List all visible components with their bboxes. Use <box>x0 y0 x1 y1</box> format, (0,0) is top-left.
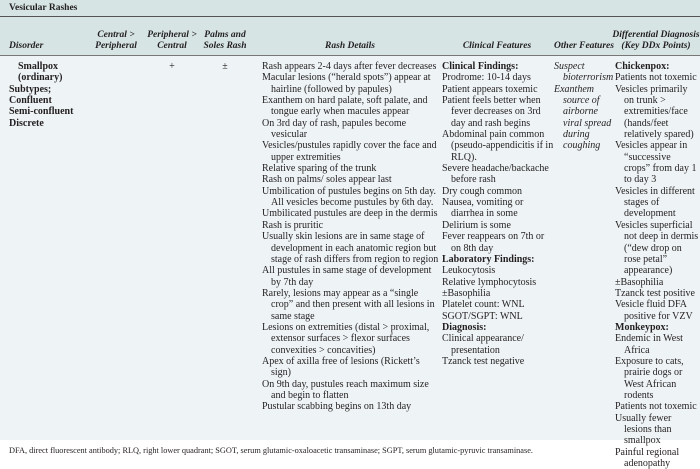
cell-line: Vesicles primarily on trunk > extremities/face (hands/feet relatively spared) <box>615 83 694 141</box>
cell-line: Diagnosis: <box>442 321 487 333</box>
header-rash-details: Rash Details <box>325 41 375 51</box>
clinical-features-cell <box>442 61 554 367</box>
cell-line: Rarely, lesions may appear as a “single crop” and then present with all lesions in same stage <box>262 287 435 322</box>
cell-line: Semi-confluent <box>9 106 74 118</box>
table-title-bar <box>0 0 700 17</box>
cell-line: Dry cough common <box>442 185 522 197</box>
cell-line: Rash is pruritic <box>262 219 324 231</box>
cell-line: Patient appears toxemic <box>442 83 538 95</box>
header-palms: Palms and Soles Rash <box>203 30 247 51</box>
cell-line: Confluent <box>9 95 52 107</box>
cell-line: Smallpox (ordinary) <box>18 61 63 84</box>
cell-line: Monkeypox: <box>615 321 669 333</box>
rash-details-cell <box>262 61 442 413</box>
cell-line: Relative lymphocytosis <box>442 276 537 288</box>
cell-line: Tzanck test positive <box>615 287 695 299</box>
cell-line: ±Basophilia <box>615 276 664 288</box>
cell-line: Macular lesions (“herald spots”) appear at hairline (followed by papules) <box>262 72 431 95</box>
cell-line: Fever reappears on 7th or on 8th day <box>442 231 545 254</box>
cell-line: Exanthem on hard palate, soft palate, and tongue early when macules appear <box>262 95 428 118</box>
disorder-cell <box>9 61 89 129</box>
cell-line: Platelet count: WNL <box>442 299 525 311</box>
cell-line: Vesicles/pustules rapidly cover the face and upper extremities <box>262 140 437 163</box>
cell-line: Vesicles in different stages of development <box>615 185 695 220</box>
palms-cell: ± <box>222 61 228 72</box>
cell-line: Pustular scabbing begins on 13th day <box>262 401 412 413</box>
cell-line: Umbilication of pustules begins on 5th day. All vesicles become pustules by 6th day. <box>262 185 437 209</box>
header-disorder: Disorder <box>9 41 44 51</box>
cell-line: Apex of axilla free of lesions (Rickett’s sign) <box>262 355 420 379</box>
header-ddx: Differential Diagnosis (Key DDx Points) <box>612 30 700 51</box>
cell-line: Painful regional adenopathy <box>615 446 680 469</box>
cell-line: Prodrome: 10-14 days <box>442 72 531 84</box>
cell-line: Severe headache/backache before rash <box>442 163 549 186</box>
cell-line: On 3rd day of rash, papules become vesicular <box>262 117 407 141</box>
cell-line: Patients not toxemic <box>615 72 697 84</box>
cell-line: Vesicle fluid DFA positive for VZV <box>615 299 693 322</box>
cell-line: Clinical appearance/ presentation <box>442 333 524 356</box>
cell-line: Usually fewer lesions than smallpox <box>615 412 672 447</box>
cell-line: Abdominal pain common (pseudo-appendicitis if in RLQ). <box>442 129 554 163</box>
cell-line: ±Basophilia <box>442 287 491 299</box>
cell-line: Discrete <box>9 117 44 129</box>
cell-line: All pustules in same stage of development by 7th day <box>262 265 432 288</box>
cell-line: Usually skin lesions are in same stage of development in each anatomic region but stage of rash differs from region to region <box>262 231 439 265</box>
cell-line: Vesicles superficial not deep in dermis (“dew drop on rose petal” appearance) <box>615 219 699 277</box>
header-clinical-features: Clinical Features <box>462 41 532 51</box>
cell-line: Umbilicated pustules are deep in the dermis <box>262 208 438 220</box>
cell-line: Patients not toxemic <box>615 401 697 413</box>
cell-line: Subtypes; <box>9 83 52 95</box>
cell-line: Patient feels better when fever decreases on 3rd day and rash begins <box>442 95 541 129</box>
header-central: Central > Peripheral <box>95 30 137 51</box>
cell-line: Tzanck test negative <box>442 355 525 367</box>
table-header <box>0 17 700 56</box>
cell-line: Laboratory Findings: <box>442 253 535 265</box>
cell-line: Vesicles appear in “successive crops” from day 1 to day 3 <box>615 140 697 186</box>
cell-line: Leukocytosis <box>442 265 496 277</box>
header-peripheral: Peripheral > Central <box>147 30 197 51</box>
cell-line: Lesions on extremities (distal > proximal, extensor surfaces > flexor surfaces convexities > concavities) <box>262 321 430 356</box>
ddx-cell <box>615 61 699 469</box>
footnote: DFA, direct fluorescent antibody; RLQ, right lower quadrant; SGOT, serum glutamic-oxaloacetic transaminase; SGPT, serum glutamic-pyruvic transaminase. <box>9 446 533 455</box>
cell-line: Relative sparing of the trunk <box>262 163 377 175</box>
cell-line: Chickenpox: <box>615 61 670 72</box>
cell-line: Endemic in West Africa <box>615 333 683 356</box>
cell-line: Rash on palms/ soles appear last <box>262 174 392 186</box>
cell-line: Exanthem source of airborne viral spread during coughing <box>554 83 612 152</box>
cell-line: Rash appears 2-4 days after fever decreases <box>262 61 437 72</box>
cell-line: Nausea, vomiting or diarrhea in some <box>442 197 524 220</box>
header-other-features: Other Features <box>554 41 614 51</box>
table-title: Vesicular Rashes <box>9 3 78 13</box>
other-features-cell <box>554 61 616 152</box>
peripheral-cell: + <box>169 61 175 72</box>
cell-line: SGOT/SGPT: WNL <box>442 310 523 322</box>
cell-line: Clinical Findings: <box>442 61 519 72</box>
cell-line: Delirium is some <box>442 219 511 231</box>
cell-line: Exposure to cats, prairie dogs or West African rodents <box>615 355 684 401</box>
cell-line: On 9th day, pustules reach maximum size and begin to flatten <box>262 378 429 401</box>
cell-line: Suspect bioterrorism <box>554 61 614 84</box>
